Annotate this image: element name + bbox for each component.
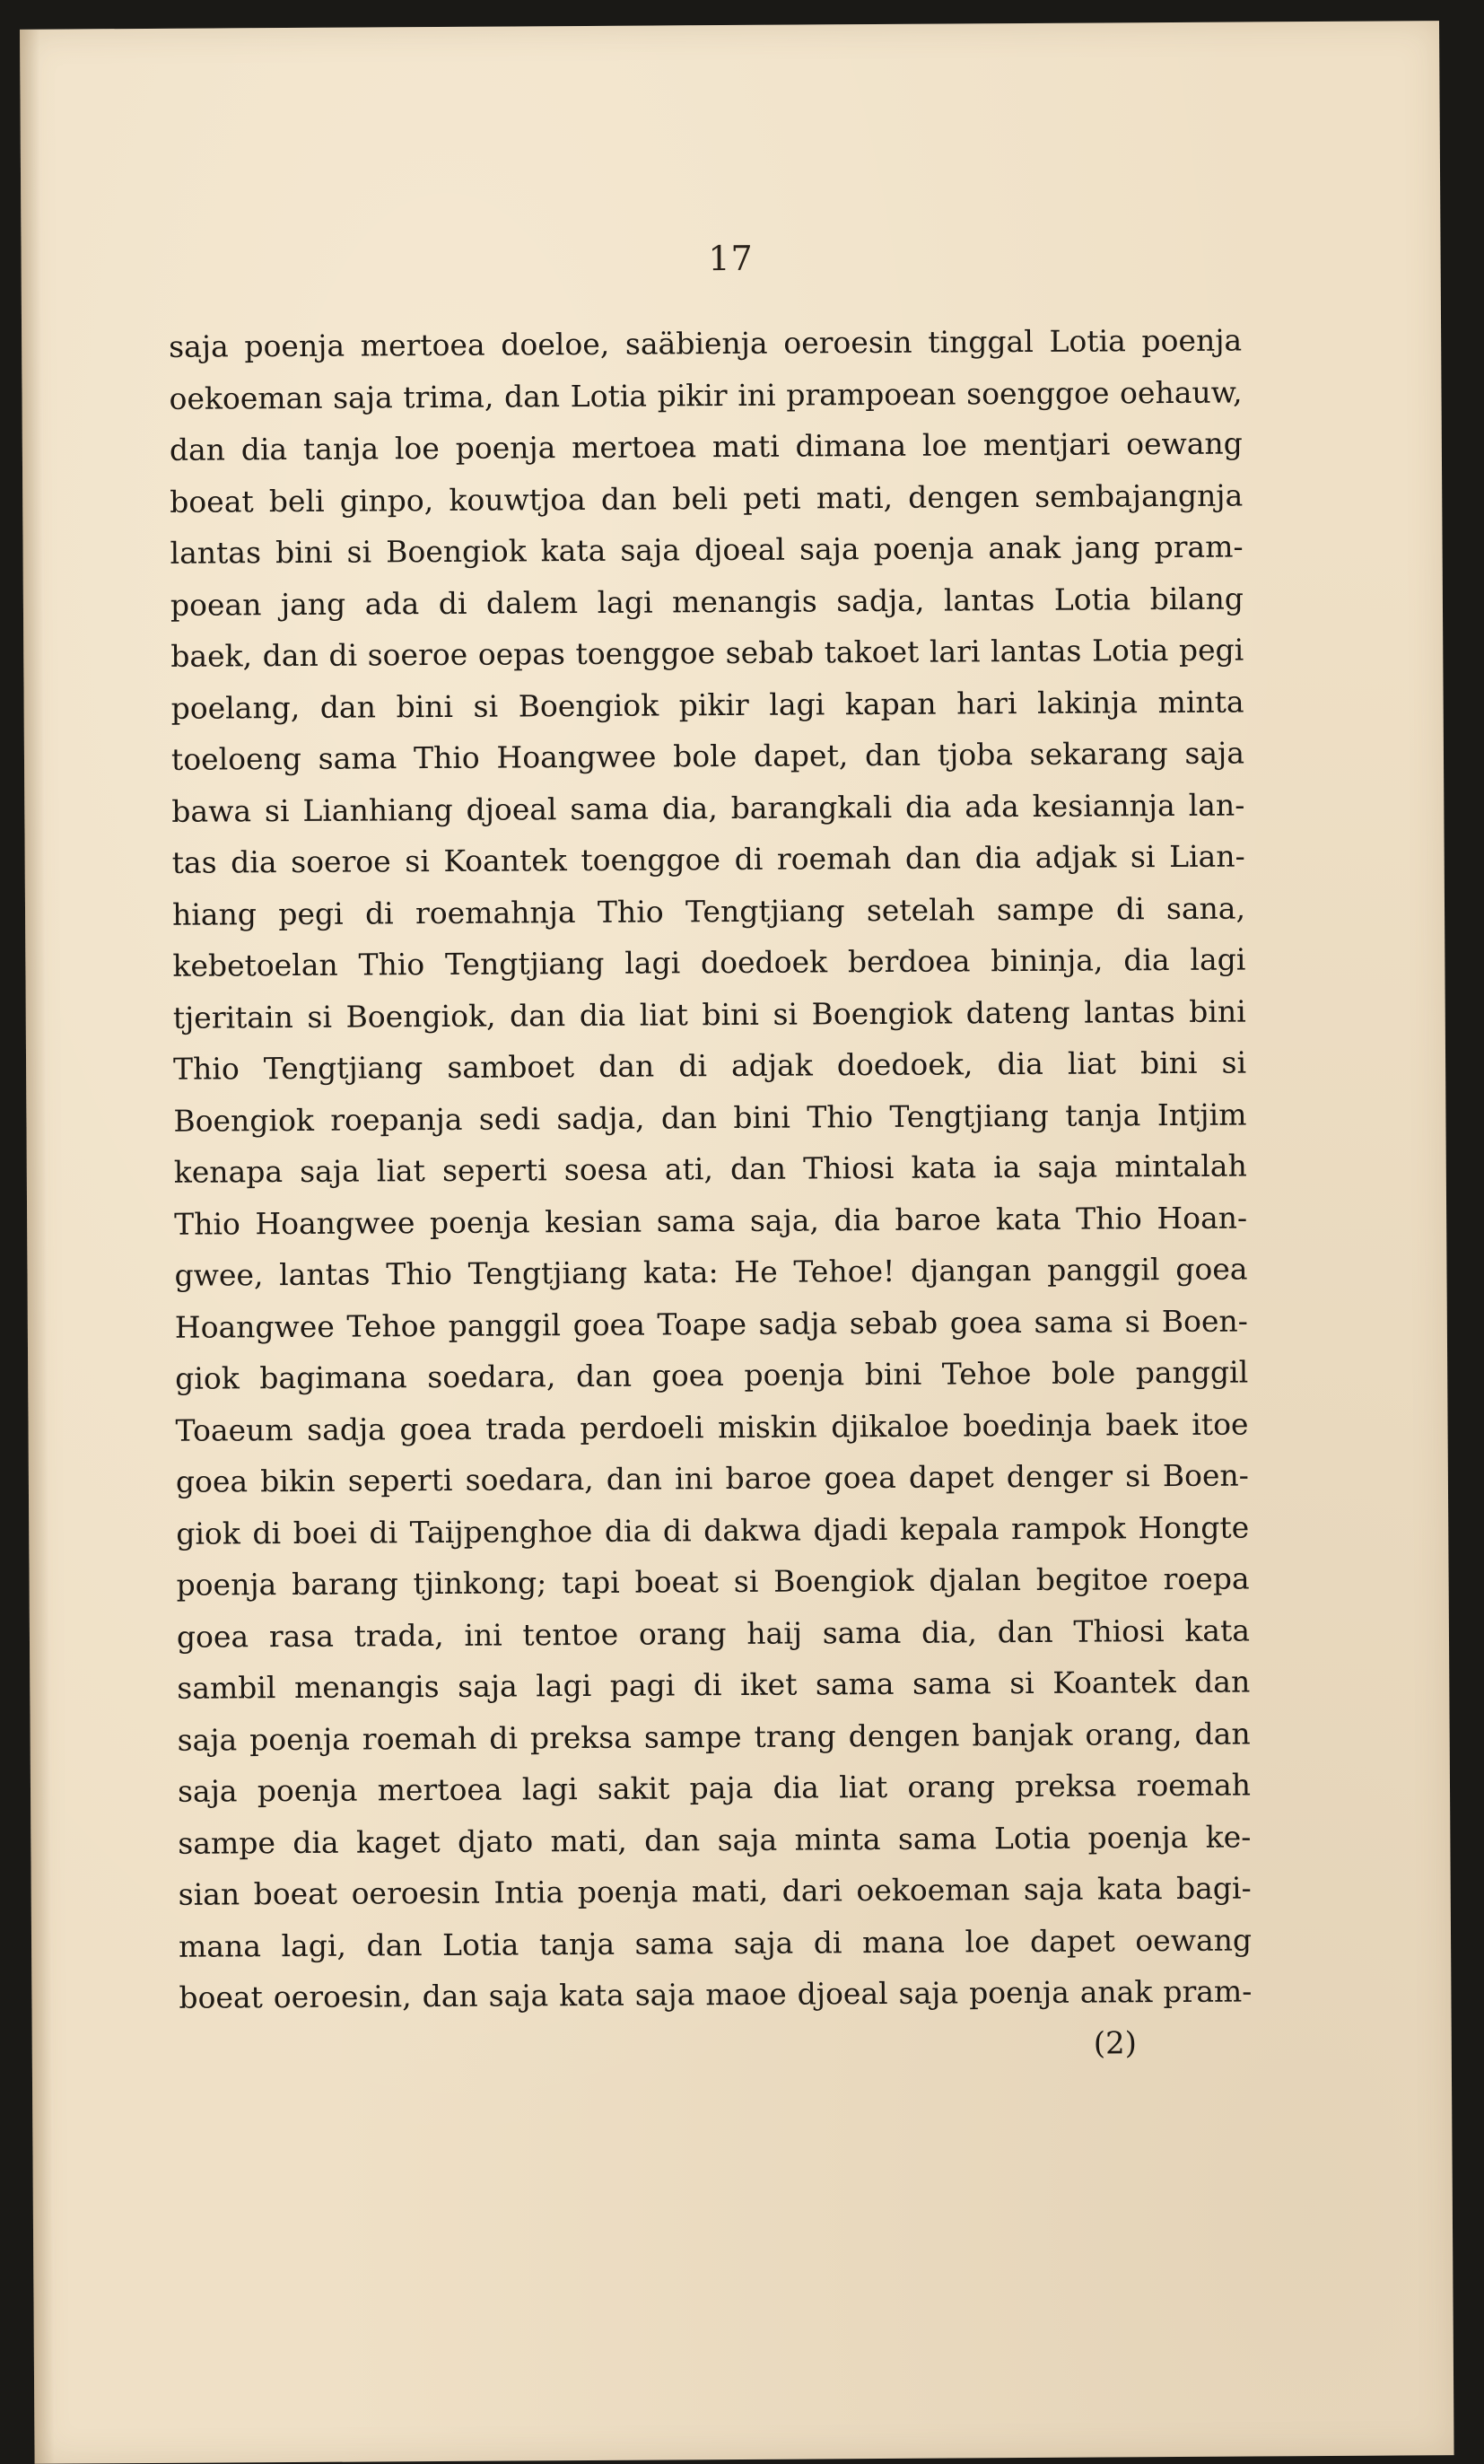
text-line: bawa si Lianhiang djoeal sama dia, barangkali dia ada kesiannja lan- [171, 787, 1245, 829]
text-line: giok bagimana soedara, dan goea poenja bini Tehoe bole panggil [175, 1354, 1249, 1396]
text-line: toeloeng sama Thio Hoangwee bole dapet, dan tjoba sekarang saja [170, 735, 1245, 777]
text-line: mana lagi, dan Lotia tanja sama saja di mana loe dapet oewang [178, 1921, 1253, 1964]
text-line: lantas bini si Boengiok kata saja djoeal saja poenja anak jang pram- [170, 529, 1244, 571]
text-line: tjeritain si Boengiok, dan dia liat bini si Boengiok dateng lantas bini [172, 993, 1246, 1035]
text-line: Hoangwee Tehoe panggil goea Toape sadja sebab goea sama si Boen- [174, 1302, 1248, 1345]
text-line: saja poenja mertoea doeloe, saäbienja oeroesin tinggal Lotia poenja [169, 322, 1243, 364]
text-line: saja poenja mertoea lagi sakit paja dia liat orang preksa roemah [177, 1767, 1252, 1809]
text-line: Boengiok roepanja sedi sadja, dan bini Thio Tengtjiang tanja Intjim [173, 1097, 1247, 1139]
text-line: giok di boei di Taijpenghoe dia di dakwa djadi kepala rampok Hongte [176, 1508, 1250, 1551]
page-number: 17 [708, 238, 754, 279]
text-line: goea rasa trada, ini tentoe orang haij sama dia, dan Thiosi kata [176, 1612, 1251, 1655]
text-line: sambil menangis saja lagi pagi di iket sama sama si Koantek dan [177, 1664, 1251, 1706]
text-line: kebetoelan Thio Tengtjiang lagi doedoek berdoea bininja, dia lagi [172, 941, 1246, 983]
text-line: Thio Hoangwee poenja kesian sama saja, dia baroe kata Thio Hoan- [174, 1199, 1248, 1242]
text-line: baek, dan di soeroe oepas toenggoe sebab takoet lari lantas Lotia pegi [170, 632, 1244, 674]
text-line: kenapa saja liat seperti soesa ati, dan Thiosi kata ia saja mintalah [173, 1148, 1247, 1190]
signature-mark: (2) [1093, 2025, 1138, 2062]
text-line: poean jang ada di dalem lagi menangis sadja, lantas Lotia bilang [170, 581, 1244, 623]
text-line: hiang pegi di roemahnja Thio Tengtjiang setelah sampe di sana, [171, 890, 1246, 932]
body-text [169, 319, 1253, 2028]
text-line: poenja barang tjinkong; tapi boeat si Boengiok djalan begitoe roepa [176, 1560, 1250, 1603]
text-line: goea bikin seperti soedara, dan ini baroe goea dapet denger si Boen- [175, 1457, 1250, 1499]
text-line: tas dia soeroe si Koantek toenggoe di roemah dan dia adjak si Lian- [171, 838, 1245, 880]
text-line: saja poenja roemah di preksa sampe trang dengen banjak orang, dan [177, 1715, 1251, 1758]
text-line: poelang, dan bini si Boengiok pikir lagi kapan hari lakinja minta [170, 684, 1244, 726]
book-page [20, 21, 1454, 2464]
text-line: boeat oeroesin, dan saja kata saja maoe djoeal saja poenja anak pram- [179, 1973, 1253, 2015]
text-line: Toaeum sadja goea trada perdoeli miskin djikaloe boedinja baek itoe [175, 1405, 1249, 1448]
text-line: dan dia tanja loe poenja mertoea mati dimana loe mentjari oewang [169, 425, 1243, 467]
text-line: sian boeat oeroesin Intia poenja mati, dari oekoeman saja kata bagi- [178, 1870, 1252, 1912]
text-line: Thio Tengtjiang samboet dan di adjak doedoek, dia liat bini si [172, 1044, 1247, 1087]
text-line: oekoeman saja trima, dan Lotia pikir ini prampoean soenggoe oehauw, [169, 374, 1243, 416]
text-line: sampe dia kaget djato mati, dan saja minta sama Lotia poenja ke- [178, 1818, 1252, 1861]
text-line: boeat beli ginpo, kouwtjoa dan beli peti mati, dengen sembajangnja [170, 477, 1244, 520]
text-line: gwee, lantas Thio Tengtjiang kata: He Tehoe! djangan panggil goea [174, 1251, 1248, 1293]
